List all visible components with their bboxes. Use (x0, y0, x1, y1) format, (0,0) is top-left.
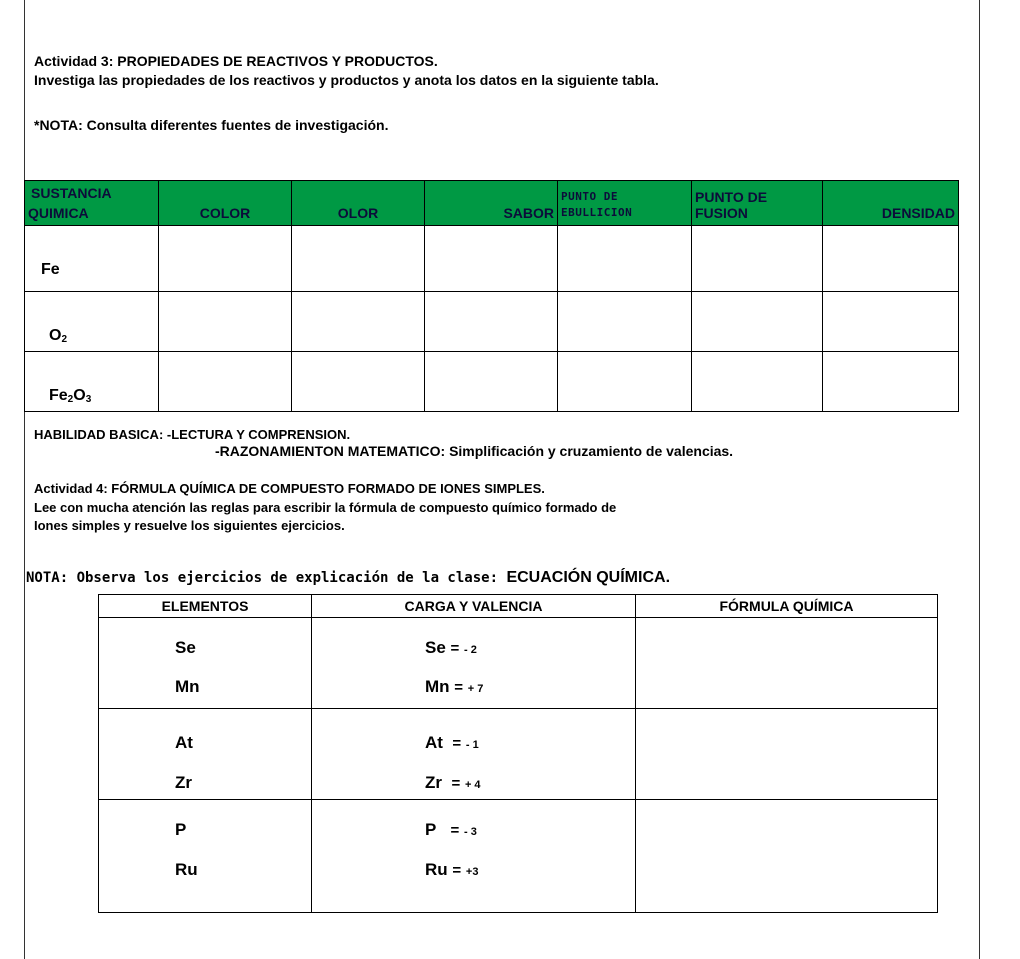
cell-input[interactable] (692, 352, 823, 412)
table-row (25, 226, 959, 292)
formula-answer-cell[interactable] (636, 618, 938, 709)
charge-line: Ru = +3 (425, 860, 479, 879)
cell-input[interactable] (823, 226, 959, 292)
elements-header-row (99, 595, 938, 618)
charge-cell (312, 618, 636, 709)
formula-answer-cell[interactable] (636, 709, 938, 800)
habilidad-line1: HABILIDAD BASICA: -LECTURA Y COMPRENSION. (34, 427, 351, 442)
cell-input[interactable] (692, 226, 823, 292)
charge-line: Mn = + 7 (425, 677, 484, 696)
header-fusion: PUNTO DE FUSION (692, 181, 823, 226)
cell-input[interactable] (159, 226, 292, 292)
elements-table (98, 594, 938, 913)
header-olor: OLOR (292, 181, 425, 226)
habilidad-line2: -RAZONAMIENTON MATEMATICO: Simplificación y cruzamiento de valencias. (215, 443, 734, 459)
cell-input[interactable] (823, 352, 959, 412)
cell-input[interactable] (425, 226, 558, 292)
table-row (99, 800, 938, 913)
properties-header-row (25, 181, 959, 226)
charge-cell (312, 709, 636, 800)
cell-input[interactable] (292, 352, 425, 412)
cell-input[interactable] (558, 226, 692, 292)
header-carga: CARGA Y VALENCIA (312, 595, 636, 618)
charge-cell (312, 800, 636, 913)
header-color: COLOR (159, 181, 292, 226)
table-row (99, 709, 938, 800)
cell-input[interactable] (159, 292, 292, 352)
element-name: Se (175, 638, 196, 657)
activity4-note: NOTA: Observa los ejercicios de explicación de la clase: ECUACIÓN QUÍMICA. (26, 569, 671, 586)
header-elementos: ELEMENTOS (99, 595, 312, 618)
activity3-instruction: Investiga las propiedades de los reactivos y productos y anota los datos en la siguiente tabla. (34, 72, 659, 88)
charge-line: Se = - 2 (425, 638, 477, 657)
charge-line: P = - 3 (425, 820, 477, 839)
cell-input[interactable] (823, 292, 959, 352)
elements-cell (99, 709, 312, 800)
charge-line: At = - 1 (425, 733, 479, 752)
formula-answer-cell[interactable] (636, 800, 938, 913)
cell-input[interactable] (558, 352, 692, 412)
element-name: P (175, 820, 187, 839)
element-name: At (175, 733, 193, 752)
element-name: Ru (175, 860, 198, 879)
cell-input[interactable] (292, 292, 425, 352)
cell-input[interactable] (692, 292, 823, 352)
cell-input[interactable] (292, 226, 425, 292)
activity4-instruction-1: Lee con mucha atención las reglas para escribir la fórmula de compuesto químico formado de (34, 500, 617, 515)
elements-cell (99, 800, 312, 913)
header-ebullicion: PUNTO DE EBULLICION (558, 181, 692, 226)
charge-line: Zr = + 4 (425, 773, 481, 792)
substance-fe: Fe (25, 226, 159, 292)
header-sustancia: SUSTANCIA QUIMICA (25, 181, 159, 226)
table-row (25, 352, 959, 412)
substance-o2: $O_2$ (25, 292, 159, 352)
cell-input[interactable] (159, 352, 292, 412)
element-name: Zr (175, 773, 192, 792)
header-sabor: SABOR (425, 181, 558, 226)
activity4-title: Actividad 4: FÓRMULA QUÍMICA DE COMPUESTO FORMADO DE IONES SIMPLES. (34, 481, 545, 496)
elements-cell (99, 618, 312, 709)
activity4-instruction-2: Iones simples y resuelve los siguientes ejercicios. (34, 518, 345, 533)
cell-input[interactable] (558, 292, 692, 352)
header-formula: FÓRMULA QUÍMICA (636, 595, 938, 618)
cell-input[interactable] (425, 352, 558, 412)
activity3-note: *NOTA: Consulta diferentes fuentes de investigación. (34, 117, 389, 133)
header-densidad: DENSIDAD (823, 181, 959, 226)
properties-table (24, 180, 959, 412)
table-row (99, 618, 938, 709)
table-row (25, 292, 959, 352)
activity3-title: Actividad 3: PROPIEDADES DE REACTIVOS Y PRODUCTOS. (34, 53, 438, 69)
substance-fe2o3: $Fe_2O_3$ (25, 352, 159, 412)
cell-input[interactable] (425, 292, 558, 352)
element-name: Mn (175, 677, 200, 696)
